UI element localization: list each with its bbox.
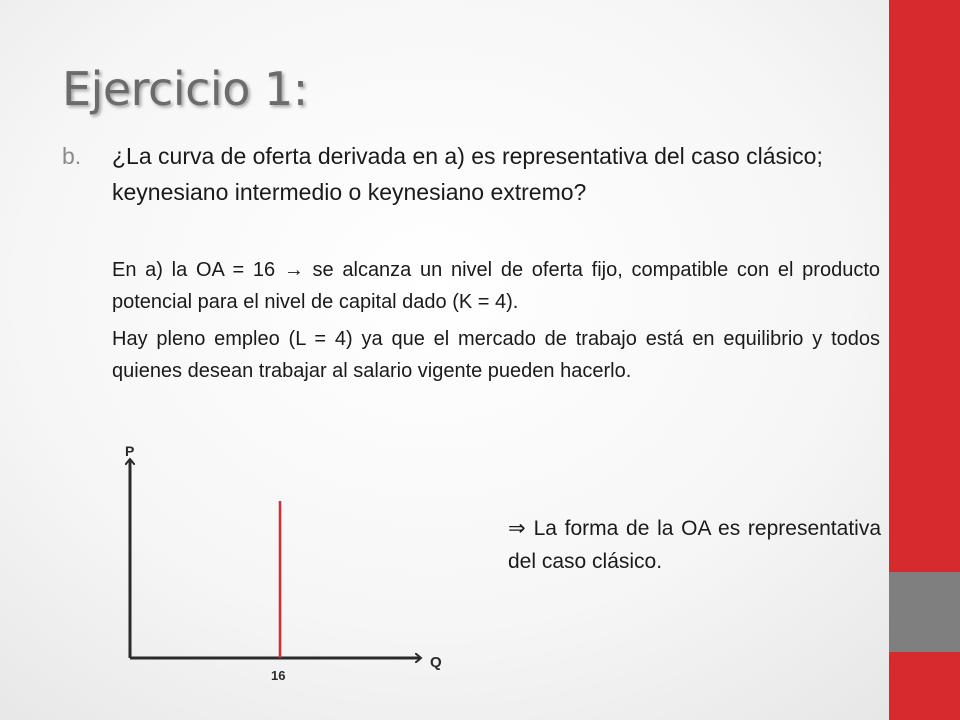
supply-graph [108, 438, 448, 693]
question-text: ¿La curva de oferta derivada en a) es representativa del caso clásico; keynesiano intermedio o keynesiano extremo? [112, 143, 823, 205]
y-axis-label: P [125, 443, 135, 459]
answer-paragraph-2: Hay pleno empleo (L = 4) ya que el mercado de trabajo está en equilibrio y todos quienes desean trabajar al salario vigente pueden hacerlo. [112, 328, 880, 382]
side-band-gray [889, 572, 960, 652]
question-item [62, 138, 882, 210]
answer-paragraph-1: En a) la OA = 16 → se alcanza un nivel de oferta fijo, compatible con el producto potencial para el nivel de capital dado (K = 4). [112, 259, 880, 313]
implies-arrow-icon: ⇒ [508, 517, 526, 540]
slide-title: Ejercicio 1: [62, 62, 308, 116]
supply-graph-svg [108, 438, 448, 688]
side-band-red-top [889, 0, 960, 572]
x-tick-label-16: 16 [271, 668, 286, 683]
x-axis-label: Q [430, 654, 442, 671]
question-marker: b. [62, 143, 82, 169]
conclusion-text [508, 512, 881, 578]
conclusion-sentence: La forma de la OA es representativa del caso clásico. [508, 517, 881, 573]
side-band-red-bottom [889, 652, 960, 720]
